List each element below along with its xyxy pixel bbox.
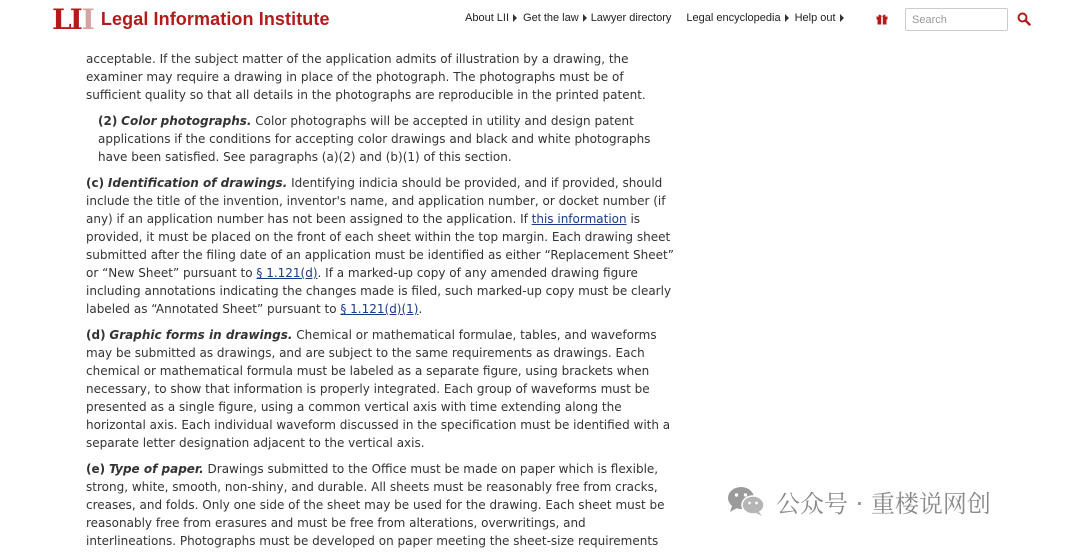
paragraph-body: Drawings submitted to the Office must be made on paper which is flexible, strong, white, smooth, non-shiny, and durable. All sheets must be reasonably free from cracks, creases, and folds. Only one side of the sheet may be used for the drawing. Each sheet must be reasonably free from erasures and must be free from alterations, overwritings, and interlineations. Photographs must be developed on paper meeting the sheet-size requirements	[86, 462, 665, 548]
nav-label: Legal encyclopedia	[686, 12, 781, 24]
regulation-text	[86, 50, 676, 558]
paragraph-body: .	[418, 302, 423, 316]
caret-right-icon	[583, 14, 587, 22]
paragraph-body: Chemical or mathematical formulae, tables, and waveforms may be submitted as drawings, and are subject to the same requirements as drawings. Each chemical or mathematical formula must be labeled as a separate figure, using brackets when necessary, to show that information is properly integrated. Each group of waveforms must be presented as a single figure, using a common vertical axis with time extending along the horizontal axis. Each individual waveform discussed in the specification must be identified with a separate letter designation adjacent to the vertical axis.	[86, 328, 671, 450]
search-input[interactable]	[905, 8, 1008, 31]
this-information-link[interactable]: this information	[531, 212, 627, 226]
paragraph-heading: Graphic forms in drawings.	[109, 328, 293, 342]
paragraph-label: (2)	[98, 114, 118, 128]
paragraph-body: . If a marked-up copy of any amended drawing figure including annotations indicating the changes made is filed, such marked-up copy must be clearly labeled as “Annotated Sheet” pursuant to	[86, 266, 672, 316]
caret-right-icon	[840, 14, 844, 22]
paragraph-label: (d)	[86, 328, 106, 342]
gift-icon[interactable]	[876, 13, 888, 25]
paragraph-body: is provided, it must be placed on the front of each sheet within the top margin. Each drawing sheet submitted after the filing date of an application must be identified as either “Replacement Sheet” or “New Sheet” pursuant to	[86, 212, 674, 280]
logo-letter-i-2: I	[81, 3, 95, 36]
watermark-text: 公众号 · 重楼说网创	[776, 489, 991, 518]
logo-letter-i: I	[69, 3, 83, 36]
paragraph-2-color-photographs	[86, 112, 676, 166]
site-header	[0, 0, 1080, 44]
nav-get-the-law[interactable]	[523, 12, 587, 24]
paragraph-e-type-of-paper	[86, 460, 676, 550]
section-1-121-d-1-link[interactable]: § 1.121(d)(1)	[340, 302, 419, 316]
paragraph-heading: Color photographs.	[121, 114, 252, 128]
logo-text: Legal Information Institute	[100, 8, 330, 29]
section-1-121-d-link[interactable]: § 1.121(d)	[256, 266, 318, 280]
paragraph-heading: Identification of drawings.	[107, 176, 288, 190]
paragraph-c-identification	[86, 174, 676, 318]
nav-help-out[interactable]	[795, 12, 844, 24]
caret-right-icon	[513, 14, 517, 22]
caret-right-icon	[785, 14, 789, 22]
main-nav	[465, 12, 844, 24]
nav-about-lii[interactable]	[465, 12, 517, 24]
wechat-icon	[726, 485, 766, 517]
logo-mark	[52, 4, 95, 34]
nav-label: About LII	[465, 12, 510, 24]
intro-paragraph: acceptable. If the subject matter of the application admits of illustration by a drawing, the examiner may require a drawing in place of the photograph. The photographs must be of sufficient quality so that all details in the photographs are reproducible in the printed patent.	[86, 52, 646, 102]
search-icon[interactable]	[1017, 12, 1031, 26]
paragraph-body: Color photographs will be accepted in utility and design patent applications if the conditions for accepting color drawings and black and white photographs have been satisfied. See paragraphs (a)(2) and (b)(1) of this section.	[98, 114, 651, 164]
paragraph-d-graphic-forms	[86, 326, 676, 452]
nav-label: Lawyer directory	[590, 12, 672, 24]
nav-label: Get the law	[523, 12, 579, 24]
paragraph-label: (e)	[86, 462, 106, 476]
wechat-watermark	[726, 483, 991, 519]
nav-legal-encyclopedia[interactable]	[686, 12, 788, 24]
paragraph-body: Identifying indicia should be provided, and if provided, should include the title of the invention, inventor's name, and application number, or docket number (if any) if an application number has not been assigned to the application. If	[86, 176, 666, 226]
nav-label: Help out	[794, 12, 836, 24]
paragraph-label: (c)	[86, 176, 105, 190]
logo-letter-l: L	[52, 3, 71, 36]
lii-logo[interactable]	[52, 4, 330, 34]
nav-lawyer-directory[interactable]	[591, 12, 672, 24]
paragraph-heading: Type of paper.	[108, 462, 204, 476]
